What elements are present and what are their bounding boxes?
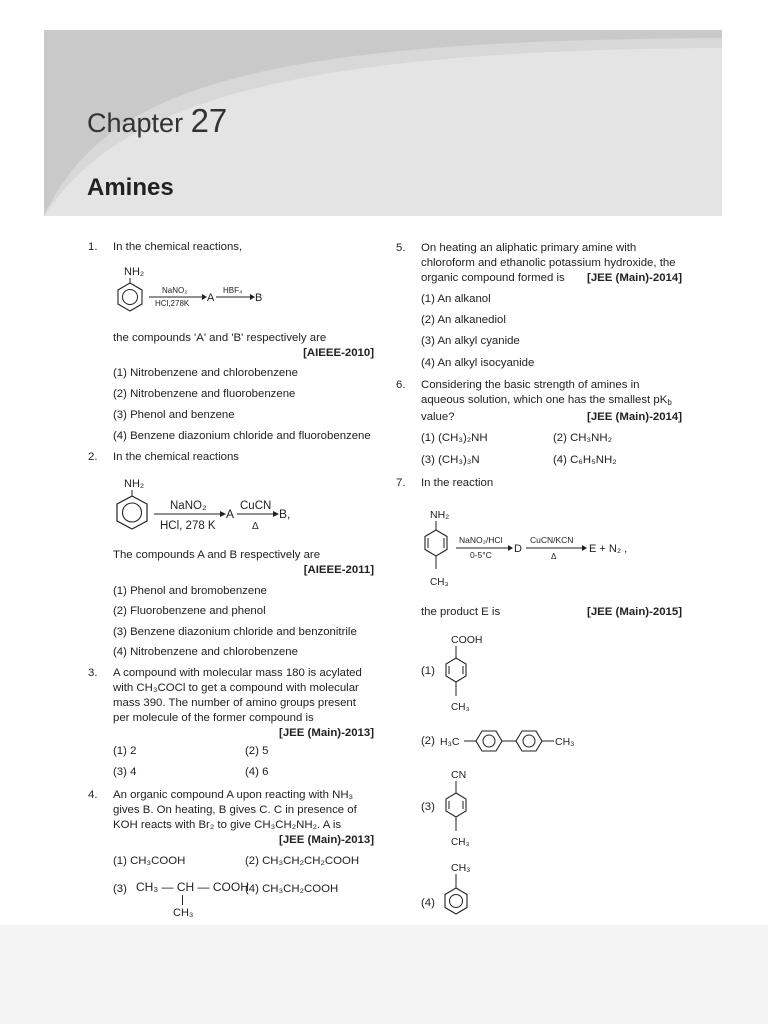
q6-option-3[interactable]: (3) (CH₃)₃N — [421, 454, 480, 466]
scheme-7-bottom-group: CH₃ — [430, 577, 449, 588]
scheme-7-product-d: D — [514, 543, 522, 555]
q1-option-1[interactable]: (1) Nitrobenzene and chlorobenzene — [113, 367, 298, 379]
q3-option-4[interactable]: (4) 6 — [245, 766, 269, 778]
question-5-source: [JEE (Main)-2014] — [587, 272, 682, 284]
scheme-7-condition-1: 0-5°C — [470, 550, 492, 560]
scheme-7-reagent-2: CuCN/KCN — [530, 535, 574, 545]
q7-option-1-structure — [440, 630, 500, 716]
question-2-after: The compounds A and B respectively are [AIEEE-2011] — [113, 549, 374, 576]
q1-option-4[interactable]: (4) Benzene diazonium chloride and fluorobenzene — [113, 430, 371, 442]
question-7-after: the product E is [JEE (Main)-2015] — [421, 606, 682, 618]
footer-band — [0, 925, 768, 1024]
q6-option-4[interactable]: (4) C₆H₅NH₂ — [553, 454, 617, 466]
reaction-scheme-2 — [110, 474, 310, 540]
scheme-7-reagent-1: NaNO₂/HCl — [459, 535, 503, 545]
scheme-1-reagent-2: HBF₄ — [223, 286, 243, 295]
scheme-7-product-e: E + N₂ , — [589, 543, 628, 555]
question-6-source: [JEE (Main)-2014] — [587, 411, 682, 423]
q1-option-3[interactable]: (3) Phenol and benzene — [113, 409, 235, 421]
scheme-2-product-b: B, — [279, 507, 291, 521]
chapter-label: Chapter 27 — [87, 102, 228, 139]
q5-option-1[interactable]: (1) An alkanol — [421, 293, 491, 305]
q7-option-2-structure — [440, 723, 610, 759]
question-3-source: [JEE (Main)-2013] — [279, 727, 374, 739]
q7-option-2-left: H₃C — [440, 736, 460, 748]
scheme-2-reagent-1: NaNO₂ — [170, 500, 207, 512]
q2-option-4[interactable]: (4) Nitrobenzene and chlorobenzene — [113, 646, 298, 658]
chapter-header — [44, 30, 722, 216]
question-1-source: [AIEEE-2010] — [303, 347, 374, 359]
q5-option-2[interactable]: (2) An alkanediol — [421, 314, 506, 326]
q2-option-2[interactable]: (2) Fluorobenzene and phenol — [113, 605, 266, 617]
q3-option-3[interactable]: (3) 4 — [113, 766, 137, 778]
q6-option-1[interactable]: (1) (CH₃)₂NH — [421, 432, 488, 444]
q2-option-1[interactable]: (1) Phenol and bromobenzene — [113, 585, 267, 597]
question-7-source: [JEE (Main)-2015] — [587, 606, 682, 618]
q2-option-3[interactable]: (3) Benzene diazonium chloride and benzonitrile — [113, 626, 357, 638]
scheme-2-product-a: A — [226, 507, 235, 521]
q7-option-3[interactable]: (3) — [421, 801, 435, 813]
question-2-source: [AIEEE-2011] — [303, 564, 374, 576]
q1-option-2[interactable]: (2) Nitrobenzene and fluorobenzene — [113, 388, 296, 400]
q4-option-2[interactable]: (2) CH₃CH₂CH₂COOH — [245, 855, 360, 867]
q7-option-1-top: COOH — [451, 634, 483, 646]
q7-option-4[interactable]: (4) — [421, 897, 435, 909]
question-1-after: the compounds 'A' and 'B' respectively are [AIEEE-2010] — [113, 332, 374, 359]
q7-option-3-top: CN — [451, 769, 467, 781]
q7-option-2[interactable]: (2) — [421, 735, 435, 747]
reaction-scheme-7 — [418, 505, 658, 591]
chapter-title: Amines — [87, 174, 174, 201]
q7-option-4-structure — [440, 857, 500, 919]
scheme-2-condition-2: Δ — [252, 521, 259, 532]
q4-option-1[interactable]: (1) CH₃COOH — [113, 855, 186, 867]
question-4-source: [JEE (Main)-2013] — [279, 834, 374, 846]
q3-option-1[interactable]: (1) 2 — [113, 745, 137, 757]
scheme-1-product-a: A — [207, 292, 215, 304]
scheme-7-condition-2: Δ — [551, 552, 557, 561]
q6-option-2[interactable]: (2) CH₃NH₂ — [553, 432, 613, 444]
scheme-2-reagent-2: CuCN — [240, 500, 272, 512]
scheme-1-condition-1: HCl,278K — [155, 299, 190, 308]
q7-option-1-bottom: CH₃ — [451, 702, 470, 713]
q5-option-4[interactable]: (4) An alkyl isocyanide — [421, 357, 535, 369]
q7-option-4-top: CH₃ — [451, 862, 471, 874]
q7-option-3-bottom: CH₃ — [451, 837, 470, 848]
scheme-1-product-b: B — [255, 292, 263, 304]
q5-option-3[interactable]: (3) An alkyl cyanide — [421, 335, 520, 347]
scheme-2-condition-1: HCl, 278 K — [160, 520, 216, 532]
q4-option-3-branch: CH₃ — [173, 907, 194, 919]
reaction-scheme-1 — [110, 262, 280, 324]
q4-option-3-structure: CH₃ — CH — COOH — [136, 880, 249, 894]
scheme-1-group: NH₂ — [124, 266, 145, 278]
scheme-1-reagent-1: NaNO₂ — [162, 286, 188, 295]
q4-option-3-bond — [182, 895, 183, 905]
q7-option-3-structure — [440, 765, 500, 851]
q7-option-1[interactable]: (1) — [421, 665, 435, 677]
scheme-7-top-group: NH₂ — [430, 509, 450, 521]
scheme-2-group: NH₂ — [124, 478, 145, 490]
q4-option-4[interactable]: (4) CH₃CH₂COOH — [245, 883, 339, 895]
q4-option-3[interactable]: (3) — [113, 883, 127, 895]
q3-option-2[interactable]: (2) 5 — [245, 745, 269, 757]
q7-option-2-right: CH₃ — [555, 736, 575, 748]
